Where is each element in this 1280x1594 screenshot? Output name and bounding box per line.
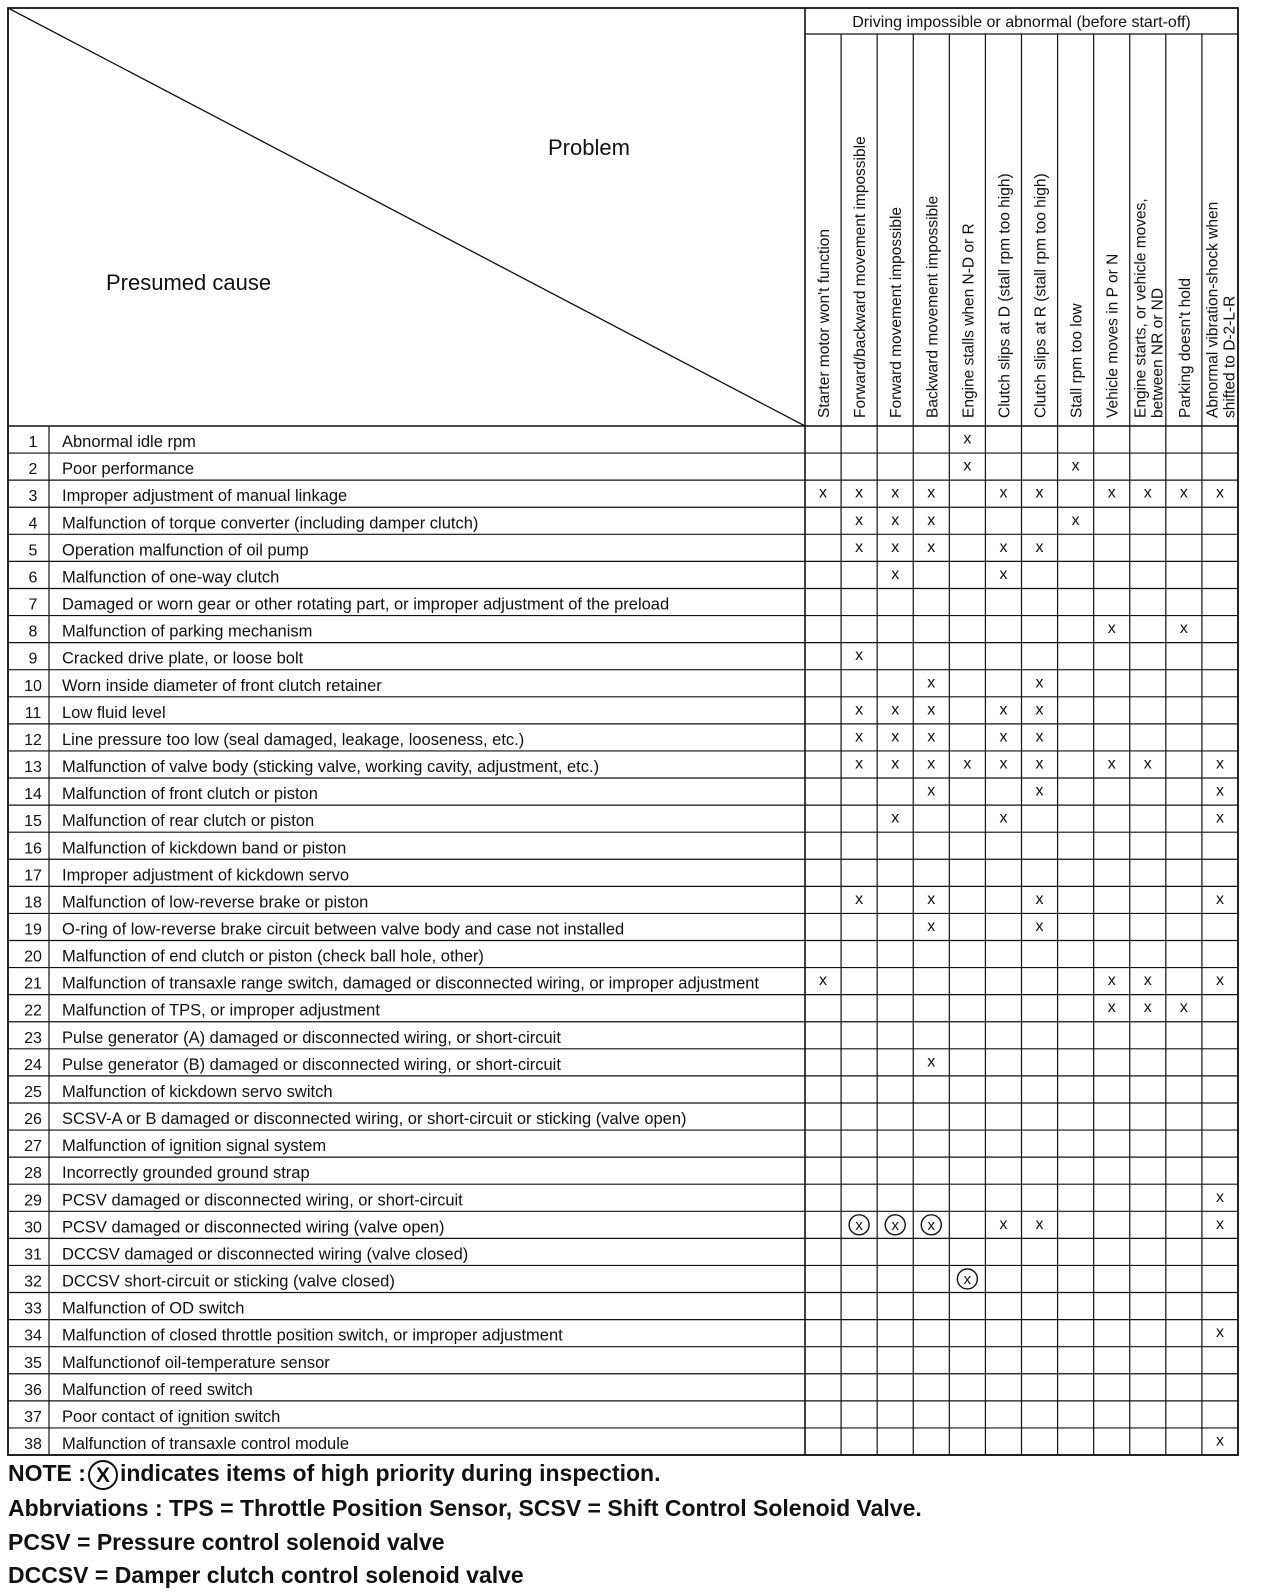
cell-mark: x <box>819 972 828 990</box>
cell-mark: x <box>963 457 972 475</box>
row-number: 32 <box>24 1273 42 1291</box>
row-number: 38 <box>24 1436 42 1453</box>
cell-mark: x <box>855 647 864 665</box>
row-cause: Abnormal idle rpm <box>62 433 196 452</box>
cell-mark: x <box>1107 755 1116 773</box>
column-header-label: shifted to D-2-L-R <box>1221 295 1239 418</box>
cell-mark: x <box>1215 755 1224 773</box>
row-number: 34 <box>24 1327 42 1345</box>
column-header-label: Forward movement impossible <box>888 206 906 418</box>
column-header-label: Clutch slips at D (stall rpm too high) <box>996 173 1014 418</box>
cell-mark: x <box>927 484 936 502</box>
cell-mark: x <box>927 890 936 908</box>
cell-mark: x <box>927 917 936 935</box>
cell-mark: x <box>927 755 936 773</box>
row-number: 7 <box>28 596 38 614</box>
row-number: 8 <box>28 623 38 641</box>
row-number: 12 <box>24 731 42 749</box>
note-priority <box>8 1460 661 1490</box>
row-cause: Malfunction of torque converter (including damper clutch) <box>62 514 479 533</box>
cell-mark: x <box>927 674 936 692</box>
cell-mark: x <box>963 755 972 773</box>
row-cause: Malfunction of end clutch or piston (check ball hole, other) <box>62 947 484 966</box>
row-number: 18 <box>24 894 42 912</box>
column-header-label: Abnormal vibration-shock when <box>1204 201 1222 418</box>
row-number: 28 <box>24 1165 42 1183</box>
row-cause: Malfunction of OD switch <box>62 1299 245 1318</box>
circled-x-icon: X <box>88 1460 118 1490</box>
cell-mark: x <box>1215 972 1224 990</box>
row-cause: Malfunction of transaxle range switch, damaged or disconnected wiring, or improper adjustment <box>62 974 760 993</box>
cell-mark: x <box>855 484 864 502</box>
row-cause: Malfunction of one-way clutch <box>62 568 280 587</box>
cell-mark: x <box>855 755 864 773</box>
cell-mark: x <box>891 511 900 529</box>
cell-mark: x <box>927 728 936 746</box>
row-cause: Malfunction of reed switch <box>62 1380 253 1399</box>
row-number: 33 <box>24 1300 42 1318</box>
row-cause: SCSV-A or B damaged or disconnected wiring, or short-circuit or sticking (valve open) <box>62 1110 687 1129</box>
cell-mark: x <box>927 511 936 529</box>
row-cause: Malfunction of low-reverse brake or piston <box>62 893 369 912</box>
cell-mark: x <box>927 1053 936 1071</box>
cell-mark: x <box>963 430 972 448</box>
cell-mark: x <box>999 538 1008 556</box>
header-problem-label: Problem <box>548 135 630 160</box>
cell-mark: x <box>855 890 864 908</box>
cell-mark: x <box>1179 484 1188 502</box>
row-cause: Improper adjustment of manual linkage <box>62 487 348 506</box>
row-number: 26 <box>24 1111 42 1129</box>
cell-mark: x <box>999 755 1008 773</box>
cell-mark: x <box>1107 972 1116 990</box>
row-cause: DCCSV damaged or disconnected wiring (valve closed) <box>62 1245 469 1264</box>
row-number: 2 <box>28 461 38 479</box>
row-number: 37 <box>24 1408 42 1426</box>
cell-mark: x <box>999 565 1008 583</box>
cell-mark: x <box>1035 917 1044 935</box>
column-header-label: between NR or ND <box>1149 287 1167 418</box>
cell-mark: x <box>1215 1324 1224 1342</box>
cell-mark: x <box>819 484 828 502</box>
row-cause: Damaged or worn gear or other rotating part, or improper adjustment of the preload <box>62 595 670 614</box>
cell-mark: x <box>1035 538 1044 556</box>
row-cause: Malfunction of TPS, or improper adjustment <box>62 1001 380 1020</box>
row-cause: Cracked drive plate, or loose bolt <box>62 649 304 668</box>
cell-mark: x <box>999 728 1008 746</box>
note-prefix: NOTE : <box>8 1460 86 1487</box>
cell-mark: x <box>891 538 900 556</box>
cell-mark: x <box>1071 511 1080 529</box>
row-cause: PCSV damaged or disconnected wiring (valve open) <box>62 1218 445 1237</box>
cell-mark: x <box>1035 484 1044 502</box>
row-number: 36 <box>24 1381 42 1399</box>
row-number: 4 <box>28 515 38 533</box>
cell-mark: x <box>891 755 900 773</box>
header-diagonal <box>8 8 805 426</box>
row-number: 13 <box>24 759 42 777</box>
header-cause-label: Presumed cause <box>106 270 272 295</box>
row-number: 24 <box>24 1056 42 1074</box>
cell-mark: x <box>891 565 900 583</box>
cell-mark: x <box>855 701 864 719</box>
cell-mark: x <box>1215 782 1224 800</box>
column-header-label: Engine starts, or vehicle moves, <box>1132 198 1150 418</box>
cell-mark: x <box>891 484 900 502</box>
cell-mark: x <box>999 701 1008 719</box>
cell-mark: x <box>855 511 864 529</box>
row-cause: Malfunction of rear clutch or piston <box>62 812 315 831</box>
row-cause: PCSV damaged or disconnected wiring, or short-circuit <box>62 1191 463 1210</box>
row-cause: Malfunction of kickdown servo switch <box>62 1082 333 1101</box>
row-cause: Pulse generator (B) damaged or disconnected wiring, or short-circuit <box>62 1055 561 1074</box>
column-header-label: Forward/backward movement impossible <box>852 136 870 418</box>
cell-mark: x <box>999 809 1008 827</box>
row-number: 22 <box>24 1002 42 1020</box>
cell-mark: x <box>1107 620 1116 638</box>
cell-mark: x <box>891 809 900 827</box>
cell-mark: x <box>927 782 936 800</box>
cell-mark: x <box>1035 755 1044 773</box>
row-number: 19 <box>24 921 42 939</box>
cell-mark: x <box>1215 484 1224 502</box>
cell-mark: x <box>927 538 936 556</box>
cell-mark: x <box>1143 972 1152 990</box>
row-cause: Malfunction of transaxle control module <box>62 1435 350 1453</box>
row-number: 30 <box>24 1219 42 1237</box>
row-cause: Malfunction of valve body (sticking valve, working cavity, adjustment, etc.) <box>62 758 600 777</box>
row-number: 16 <box>24 840 42 858</box>
row-cause: Malfunction of front clutch or piston <box>62 785 318 804</box>
cell-mark: x <box>1215 890 1224 908</box>
row-number: 10 <box>24 677 42 695</box>
row-cause: Improper adjustment of kickdown servo <box>62 866 350 885</box>
row-number: 6 <box>28 569 38 587</box>
cell-mark: x <box>1107 999 1116 1017</box>
note-abbreviations: Abbrviations : TPS = Throttle Position Sensor, SCSV = Shift Control Solenoid Valve. <box>8 1495 922 1521</box>
row-cause: Malfunction of parking mechanism <box>62 622 313 641</box>
column-header-label: Stall rpm too low <box>1068 303 1086 418</box>
column-header-label: Engine stalls when N-D or R <box>960 223 978 418</box>
row-number: 27 <box>24 1138 42 1156</box>
row-number: 31 <box>24 1246 42 1264</box>
cell-mark: x <box>999 1215 1008 1233</box>
cell-mark: x <box>1143 755 1152 773</box>
cell-mark: x <box>1143 484 1152 502</box>
column-header-label: Backward movement impossible <box>924 195 942 418</box>
cell-mark: x <box>1215 1215 1224 1233</box>
row-cause: Incorrectly grounded ground strap <box>62 1164 310 1183</box>
cell-mark: x <box>1035 1215 1044 1233</box>
row-number: 1 <box>28 434 38 452</box>
priority-mark: x <box>963 1270 972 1288</box>
note-dccsv: DCCSV = Damper clutch control solenoid valve <box>8 1562 524 1588</box>
row-cause: Poor performance <box>62 460 195 479</box>
note-pcsv: PCSV = Pressure control solenoid valve <box>8 1529 445 1555</box>
cell-mark: x <box>855 728 864 746</box>
row-cause: Malfunction of ignition signal system <box>62 1137 327 1156</box>
row-cause: O-ring of low-reverse brake circuit between valve body and case not installed <box>62 920 625 939</box>
row-cause: Pulse generator (A) damaged or disconnected wiring, or short-circuit <box>62 1028 561 1047</box>
cell-mark: x <box>1215 1432 1224 1450</box>
row-number: 21 <box>24 975 42 993</box>
row-cause: Low fluid level <box>62 703 166 722</box>
priority-mark: x <box>891 1216 899 1234</box>
cell-mark: x <box>1215 1188 1224 1206</box>
cell-mark: x <box>1035 782 1044 800</box>
cell-mark: x <box>1107 484 1116 502</box>
row-number: 25 <box>24 1083 42 1101</box>
row-number: 29 <box>24 1192 42 1210</box>
row-number: 35 <box>24 1354 42 1372</box>
cell-mark: x <box>999 484 1008 502</box>
cell-mark: x <box>1035 728 1044 746</box>
column-header-label: Vehicle moves in P or N <box>1104 253 1122 418</box>
cell-mark: x <box>855 538 864 556</box>
row-number: 17 <box>24 867 42 885</box>
cell-mark: x <box>1215 809 1224 827</box>
row-cause: DCCSV short-circuit or sticking (valve closed) <box>62 1272 395 1291</box>
column-header-label: Starter motor won't function <box>816 228 834 418</box>
row-number: 3 <box>28 488 38 506</box>
group-label: Driving impossible or abnormal (before start-off) <box>852 14 1191 31</box>
cell-mark: x <box>1179 620 1188 638</box>
cell-mark: x <box>1035 674 1044 692</box>
priority-mark: x <box>855 1216 863 1234</box>
row-cause: Worn inside diameter of front clutch retainer <box>62 676 382 695</box>
note-suffix: indicates items of high priority during inspection. <box>119 1460 661 1487</box>
row-number: 23 <box>24 1029 42 1047</box>
row-number: 14 <box>24 786 42 804</box>
row-number: 15 <box>24 813 42 831</box>
cell-mark: x <box>1179 999 1188 1017</box>
cell-mark: x <box>1035 701 1044 719</box>
row-cause: Malfunction of closed throttle position switch, or improper adjustment <box>62 1326 563 1345</box>
row-number: 20 <box>24 948 42 966</box>
row-cause: Poor contact of ignition switch <box>62 1407 281 1426</box>
priority-mark: x <box>927 1216 936 1234</box>
cell-mark: x <box>891 728 900 746</box>
row-cause: Line pressure too low (seal damaged, leakage, looseness, etc.) <box>62 730 525 749</box>
row-number: 5 <box>28 542 38 560</box>
cell-mark: x <box>1143 999 1152 1017</box>
cell-mark: x <box>927 701 936 719</box>
row-number: 11 <box>24 704 42 722</box>
cell-mark: x <box>891 701 900 719</box>
column-header-label: Clutch slips at R (stall rpm too high) <box>1032 173 1050 418</box>
row-number: 9 <box>28 650 38 668</box>
row-cause: Malfunctionof oil-temperature sensor <box>62 1353 330 1372</box>
row-cause: Operation malfunction of oil pump <box>62 541 309 560</box>
cell-mark: x <box>1071 457 1080 475</box>
cell-mark: x <box>1035 890 1044 908</box>
column-header-label: Parking doesn't hold <box>1176 278 1194 418</box>
row-cause: Malfunction of kickdown band or piston <box>62 839 347 858</box>
